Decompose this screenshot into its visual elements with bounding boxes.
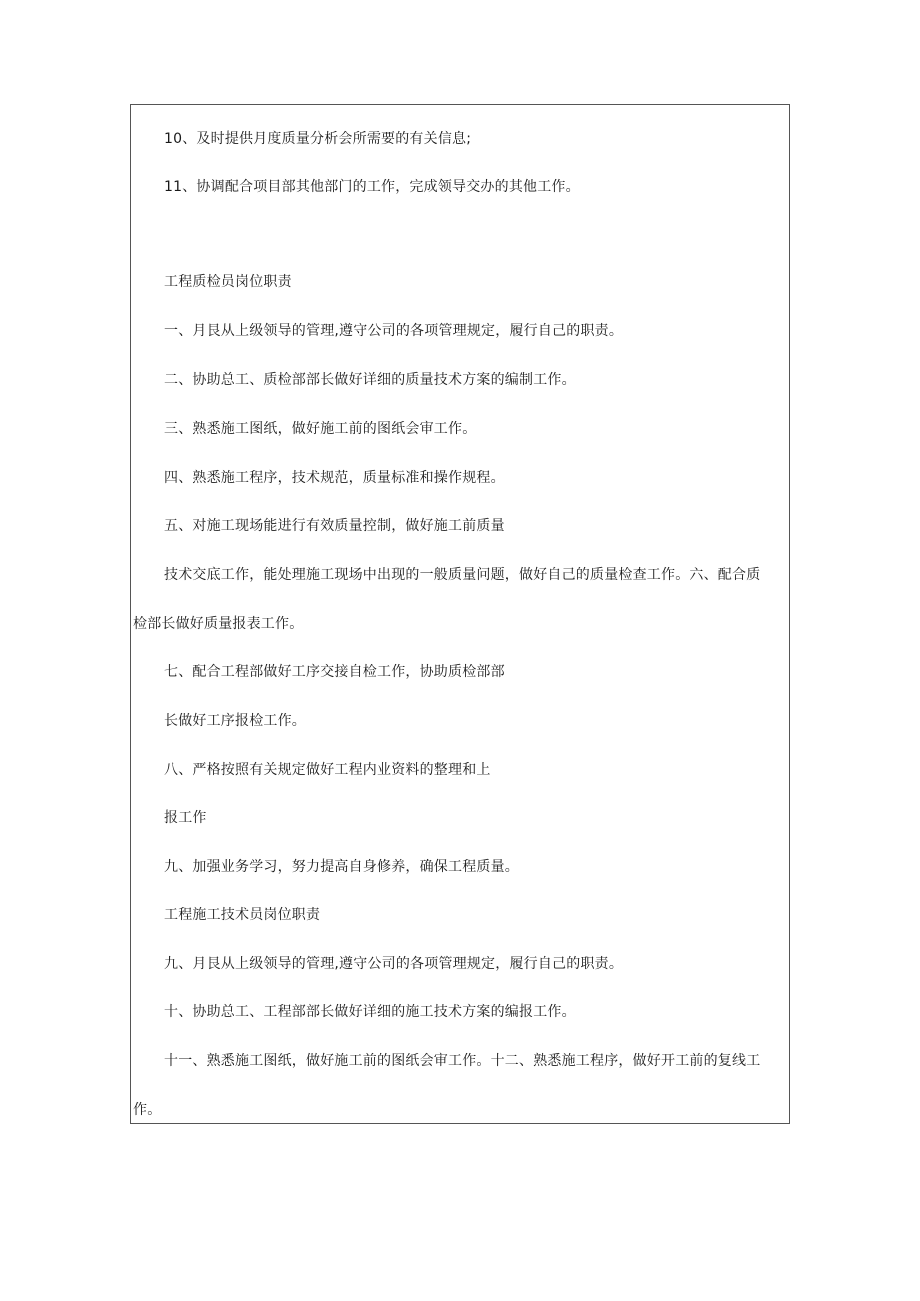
text-line: 11、协调配合项目部其他部门的工作，完成领导交办的其他工作。 [164,179,580,195]
text-line: 十一、熟悉施工图纸，做好施工前的图纸会审工作。十二、熟悉施工程序，做好开工前的复线工 [164,1053,761,1069]
text-line: 八、严格按照有关规定做好工程内业资料的整理和上 [164,762,491,778]
text-line: 10、及时提供月度质量分析会所需要的有关信息; [164,131,472,147]
text-line: 七、配合工程部做好工序交接自检工作，协助质检部部 [164,664,505,680]
text-line: 二、协助总工、质检部部长做好详细的质量技术方案的编制工作。 [164,372,576,388]
text-line: 九、月艮从上级领导的管理,遵守公司的各项管理规定，履行自己的职责。 [164,956,624,972]
text-line: 长做好工序报检工作。 [164,713,306,729]
text-line: 九、加强业务学习，努力提高自身修养，确保工程质量。 [164,859,519,875]
text-line: 一、月艮从上级领导的管理,遵守公司的各项管理规定，履行自己的职责。 [164,323,624,339]
text-line: 检部长做好质量报表工作。 [133,616,304,632]
text-line: 十、协助总工、工程部部长做好详细的施工技术方案的编报工作。 [164,1004,576,1020]
section-heading: 工程施工技术员岗位职责 [164,907,321,923]
text-line: 四、熟悉施工程序，技术规范，质量标准和操作规程。 [164,470,505,486]
text-line: 五、对施工现场能进行有效质量控制，做好施工前质量 [164,518,505,534]
text-line: 报工作 [164,810,207,826]
text-line: 三、熟悉施工图纸，做好施工前的图纸会审工作。 [164,421,477,437]
text-line: 技术交底工作，能处理施工现场中出现的一般质量问题，做好自己的质量检查工作。六、配合质 [164,567,761,583]
text-line: 作。 [133,1102,162,1118]
section-heading: 工程质检员岗位职责 [164,274,292,290]
